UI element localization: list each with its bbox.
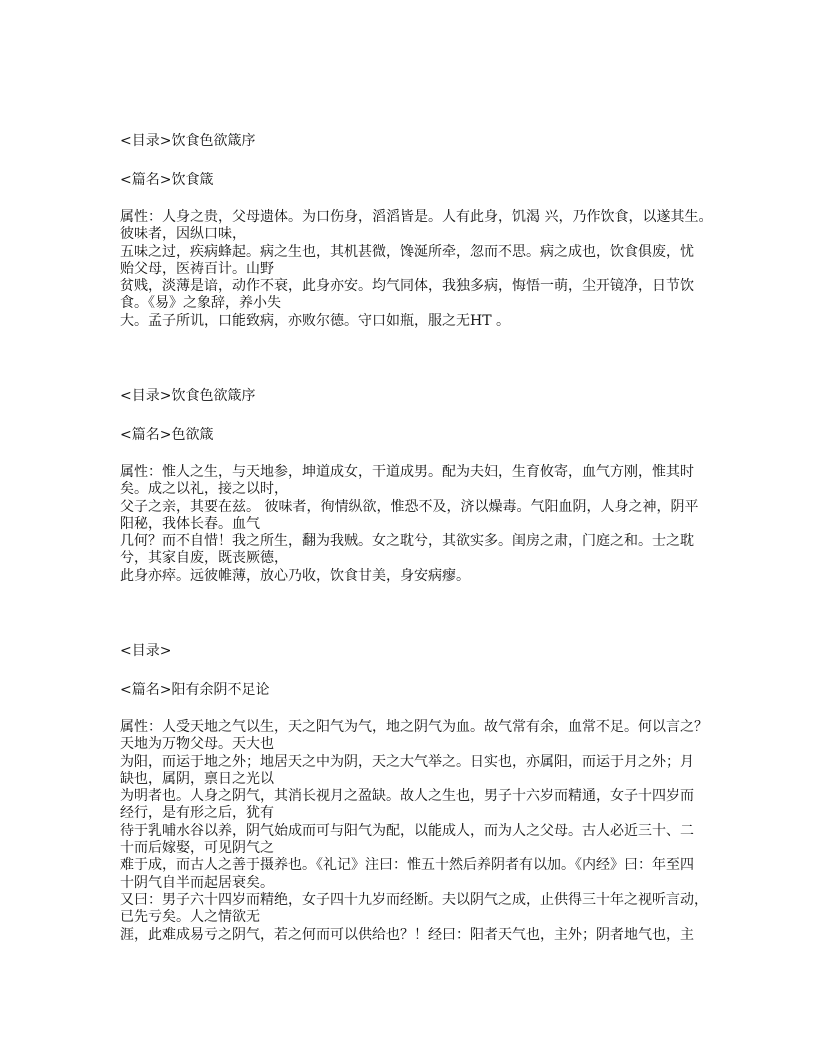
body-line: 阳秘，我体长春。血气 — [120, 515, 260, 532]
body-line: 待于乳哺水谷以养，阴气始成而可与阳气为配，以能成人，而为人之父母。古人必近三十、二 — [120, 822, 694, 839]
toc-heading: <目录> — [120, 643, 172, 659]
body-line: 天地为万物父母。天大也 — [120, 736, 274, 753]
body-line: 已先亏矣。人之情欲无 — [120, 909, 260, 926]
toc-heading: <目录>饮食色欲箴序 — [120, 388, 256, 404]
body-line: 为明者也。人身之阴气，其消长视月之盈缺。故人之生也，男子十六岁而精通，女子十四岁而 — [120, 788, 694, 805]
body-line: 经行，是有形之后，犹有 — [120, 805, 274, 822]
body-line: 此身亦瘁。远彼帷薄，放心乃收，饮食甘美，身安病瘳。 — [120, 567, 470, 584]
body-line: 属性：人身之贵，父母遗体。为口伤身，滔滔皆是。人有此身，饥渴 兴，乃作饮食，以遂其生。 — [120, 209, 713, 225]
chapter-body — [120, 719, 708, 944]
body-line: 十而后嫁娶，可见阴气之 — [120, 840, 274, 857]
body-line: 又曰：男子六十四岁而精绝，女子四十九岁而经断。夫以阴气之成，止供得三十年之视听言动， — [120, 891, 708, 908]
body-line: 父子之亲，其要在兹。 彼味者，徇情纵欲，惟恐不及，济以燥毒。气阳血阴，人身之神，阴平 — [120, 498, 699, 515]
body-line: 十阴气自半而起居衰矣。 — [120, 874, 274, 891]
body-line: 属性：人受天地之气以生，天之阳气为气，地之阴气为血。故气常有余，血常不足。何以言之？ — [120, 719, 708, 735]
body-line: 几何？而不自惜！我之所生，翻为我贼。女之耽兮，其欲实多。闺房之肃，门庭之和。士之耽 — [120, 533, 694, 550]
body-line: 贻父母，医祷百计。山野 — [120, 260, 274, 277]
body-line: 贫贱，淡薄是谙，动作不衰，此身亦安。均气同体，我独多病，悔悟一萌，尘开镜净，日节饮 — [120, 278, 694, 295]
body-line: 兮，其家自废，既丧厥德， — [120, 550, 288, 567]
chapter-title: <篇名>饮食箴 — [120, 172, 214, 188]
body-line: 缺也，属阴，禀日之光以 — [120, 770, 274, 787]
chapter-body — [120, 209, 712, 330]
body-line: 食。《易》之象辞，养小失 — [120, 295, 281, 312]
body-line: 彼味者，因纵口味， — [120, 226, 246, 243]
body-line: 属性：惟人之生，与天地参，坤道成女，干道成男。配为夫妇，生育攸寄，血气方刚，惟其时 — [120, 464, 694, 480]
chapter-title: <篇名>阳有余阴不足论 — [120, 682, 270, 698]
toc-heading: <目录>饮食色欲箴序 — [120, 133, 256, 149]
body-line: 五味之过，疾病蜂起。病之生也，其机甚微，馋涎所牵，忽而不思。病之成也，饮食俱废，忧 — [120, 243, 694, 260]
chapter-body — [120, 464, 698, 585]
body-line: 涯，此难成易亏之阴气，若之何而可以供给也？！经曰：阳者天气也，主外；阴者地气也，主 — [120, 926, 694, 943]
body-line: 大。孟子所讥，口能致病，亦败尔德。守口如瓶，服之无HT 。 — [120, 312, 510, 329]
chapter-title: <篇名>色欲箴 — [120, 427, 214, 443]
body-line: 矣。成之以礼，接之以时， — [120, 481, 288, 498]
body-line: 难于成，而古人之善于摄养也。《礼记》注曰：惟五十然后养阴者有以加。《内经》曰：年至四 — [120, 857, 694, 874]
body-line: 为阳，而运于地之外；地居天之中为阴，天之大气举之。日实也，亦属阳，而运于月之外；月 — [120, 753, 694, 770]
